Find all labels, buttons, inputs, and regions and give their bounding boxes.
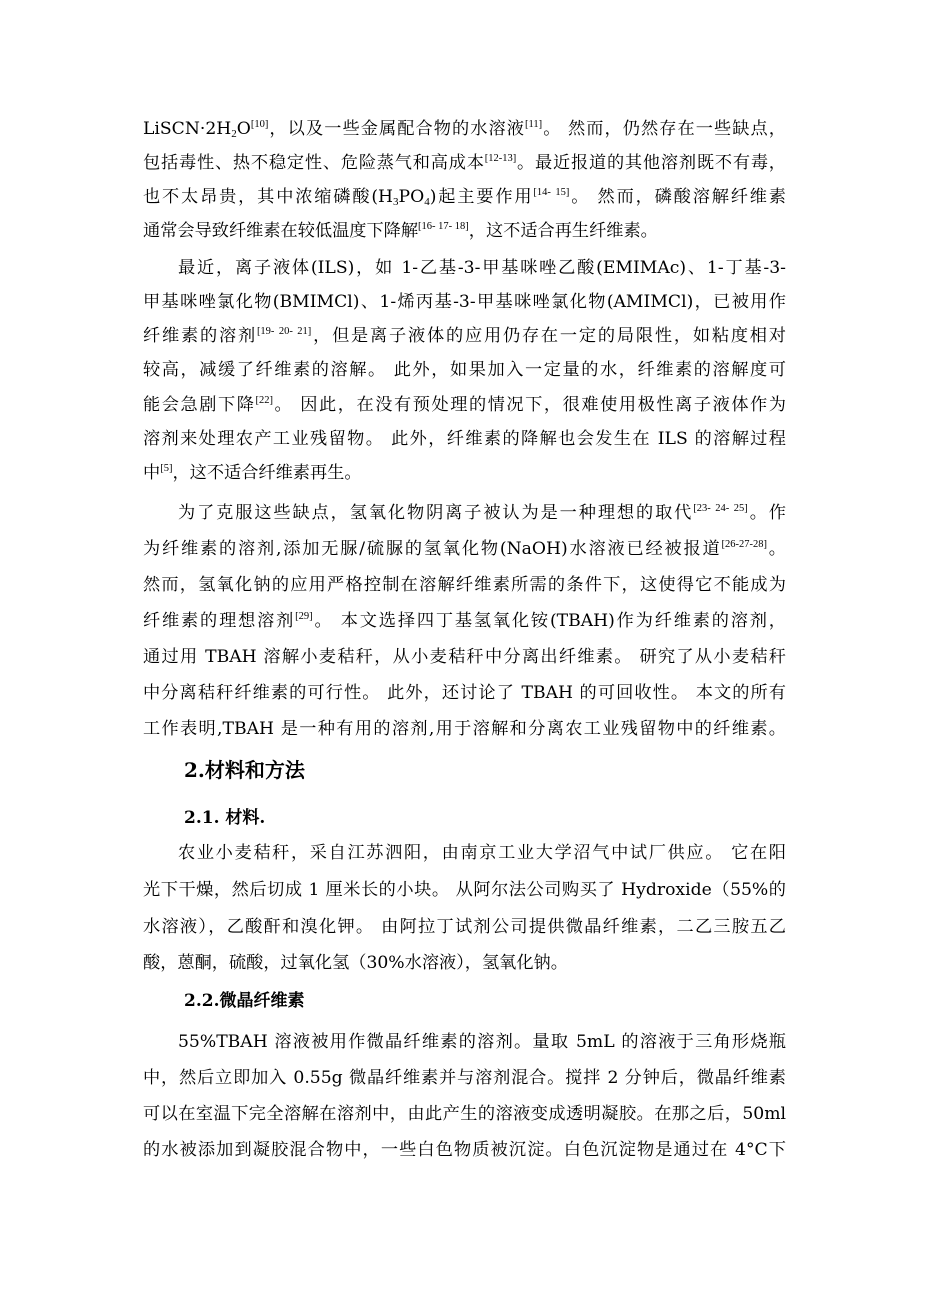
text-run: 最近，离子液体(ILS)，如 1-乙基-3-甲基咪唑乙酸(EMIMAc)、1-丁基-3- — [178, 258, 786, 278]
text-run: 也不太昂贵，其中浓缩磷酸(H — [143, 187, 394, 207]
text-line — [143, 681, 786, 707]
text-run: 55%TBAH 溶液被用作微晶纤维素的溶剂。量取 5mL 的溶液于三角形烧瓶 — [178, 1032, 786, 1052]
text-line — [143, 951, 786, 977]
text-run: )起主要作用 — [429, 187, 534, 207]
citation-ref: [23- 24- 25] — [693, 503, 748, 514]
subscript: 4 — [424, 196, 430, 208]
text-line — [143, 573, 786, 599]
text-line — [143, 609, 786, 635]
text-line — [143, 878, 786, 904]
text-line — [143, 324, 786, 350]
text-line — [178, 1030, 786, 1056]
text-run: 工作表明,TBAH 是一种有用的溶剂,用于溶解和分离农工业残留物中的纤维素。 — [143, 719, 786, 739]
text-run: ，这不适合再生纤维素。 — [468, 221, 658, 241]
text-run: PO — [398, 187, 425, 207]
section-heading: 2.材料和方法 — [184, 758, 305, 782]
text-run: ，这不适合纤维素再生。 — [172, 463, 362, 483]
citation-ref: [22] — [255, 395, 273, 406]
text-run: 。作 — [747, 503, 786, 523]
text-line — [143, 219, 786, 245]
text-run: 。 本文选择四丁基氢氧化铵(TBAH)作为纤维素的溶剂， — [312, 611, 786, 631]
text-run: 。 因此，在没有预处理的情况下，很难使用极性离子液体作为 — [272, 395, 786, 415]
text-line — [143, 1102, 786, 1128]
subscript: 2 — [231, 128, 237, 140]
citation-ref: [14- 15] — [533, 187, 570, 198]
citation-ref: [10] — [250, 119, 269, 130]
text-run: 能会急剧下降 — [143, 395, 256, 415]
text-run: 。 然而，磷酸溶解纤维素 — [569, 187, 786, 207]
text-run: 。最近报道的其他溶剂既不有毒， — [516, 153, 786, 173]
text-line — [143, 117, 786, 143]
citation-ref: [16- 17- 18] — [418, 221, 469, 232]
text-run: 中分离秸秆纤维素的可行性。 此外，还讨论了 TBAH 的可回收性。 本文的所有 — [143, 683, 786, 703]
text-run: 较高，减缓了纤维素的溶解。 此外，如果加入一定量的水，纤维素的溶解度可 — [143, 360, 786, 380]
text-run: 包括毒性、热不稳定性、危险蒸气和高成本 — [143, 153, 485, 173]
text-line — [143, 537, 786, 563]
text-run: 通常会导致纤维素在较低温度下降解 — [143, 221, 419, 241]
text-line — [143, 461, 786, 487]
text-line — [143, 290, 786, 316]
text-run: 然而，氢氧化钠的应用严格控制在溶解纤维素所需的条件下，这使得它不能成为 — [143, 575, 786, 595]
citation-ref: [26-27-28] — [721, 539, 767, 550]
subsection-heading: 2.1. 材料. — [184, 808, 266, 828]
text-line — [143, 393, 786, 419]
text-line — [143, 151, 786, 177]
text-line — [143, 1138, 786, 1164]
citation-ref: [29] — [295, 611, 313, 622]
text-line — [178, 841, 786, 867]
text-line — [143, 358, 786, 384]
text-run: LiSCN·2H — [143, 119, 232, 139]
text-run: 中 — [143, 463, 161, 483]
text-run: 甲基咪唑氯化物(BMIMCl)、1-烯丙基-3-甲基咪唑氯化物(AMIMCl)，已被用作 — [143, 292, 786, 312]
text-run: ，以及一些金属配合物的水溶液 — [268, 119, 526, 139]
text-line — [143, 1066, 786, 1092]
text-line — [178, 256, 786, 282]
text-run: 通过用 TBAH 溶解小麦秸秆，从小麦秸秆中分离出纤维素。 研究了从小麦秸秆 — [143, 647, 786, 667]
text-run: 农业小麦秸秆，采自江苏泗阳，由南京工业大学沼气中试厂供应。 它在阳 — [178, 843, 786, 863]
text-run: 可以在室温下完全溶解在溶剂中，由此产生的溶液变成透明凝胶。在那之后，50ml — [143, 1104, 786, 1124]
text-run: ，但是离子液体的应用仍存在一定的局限性，如粘度相对 — [311, 326, 786, 346]
text-run: 的水被添加到凝胶混合物中，一些白色物质被沉淀。白色沉淀物是通过在 4°C下 — [143, 1140, 786, 1160]
text-run: 纤维素的理想溶剂 — [143, 611, 296, 631]
text-line — [143, 185, 786, 211]
text-run: O — [236, 119, 251, 139]
text-run: 为了克服这些缺点，氢氧化物阴离子被认为是一种理想的取代 — [178, 503, 694, 523]
text-run: 为纤维素的溶剂,添加无脲/硫脲的氢氧化物(NaOH)水溶液已经被报道 — [143, 539, 722, 559]
citation-ref: [5] — [160, 463, 173, 474]
text-line — [178, 501, 786, 527]
citation-ref: [19- 20- 21] — [256, 326, 312, 337]
text-run: 纤维素的溶剂 — [143, 326, 257, 346]
subsection-heading: 2.2.微晶纤维素 — [184, 991, 305, 1011]
text-run: 中，然后立即加入 0.55g 微晶纤维素并与溶剂混合。搅拌 2 分钟后，微晶纤维素 — [143, 1068, 786, 1088]
text-run: 。 — [766, 539, 786, 559]
text-run: 酸，蒽酮，硫酸，过氧化氢（30%水溶液），氢氧化钠。 — [143, 953, 568, 973]
text-line — [143, 427, 786, 453]
text-line — [143, 915, 786, 941]
text-run: 水溶液），乙酸酐和溴化钾。 由阿拉丁试剂公司提供微晶纤维素，二乙三胺五乙 — [143, 917, 786, 937]
text-run: 光下干燥，然后切成 1 厘米长的小块。 从阿尔法公司购买了 Hydroxide（55%的 — [143, 880, 786, 900]
text-line — [143, 645, 786, 671]
subscript: 3 — [393, 196, 399, 208]
citation-ref: [11] — [525, 119, 543, 130]
text-run: 。 然而，仍然存在一些缺点， — [542, 119, 786, 139]
text-line — [143, 717, 786, 743]
citation-ref: [12-13] — [484, 153, 517, 164]
text-run: 溶剂来处理农产工业残留物。 此外，纤维素的降解也会发生在 ILS 的溶解过程 — [143, 429, 786, 449]
